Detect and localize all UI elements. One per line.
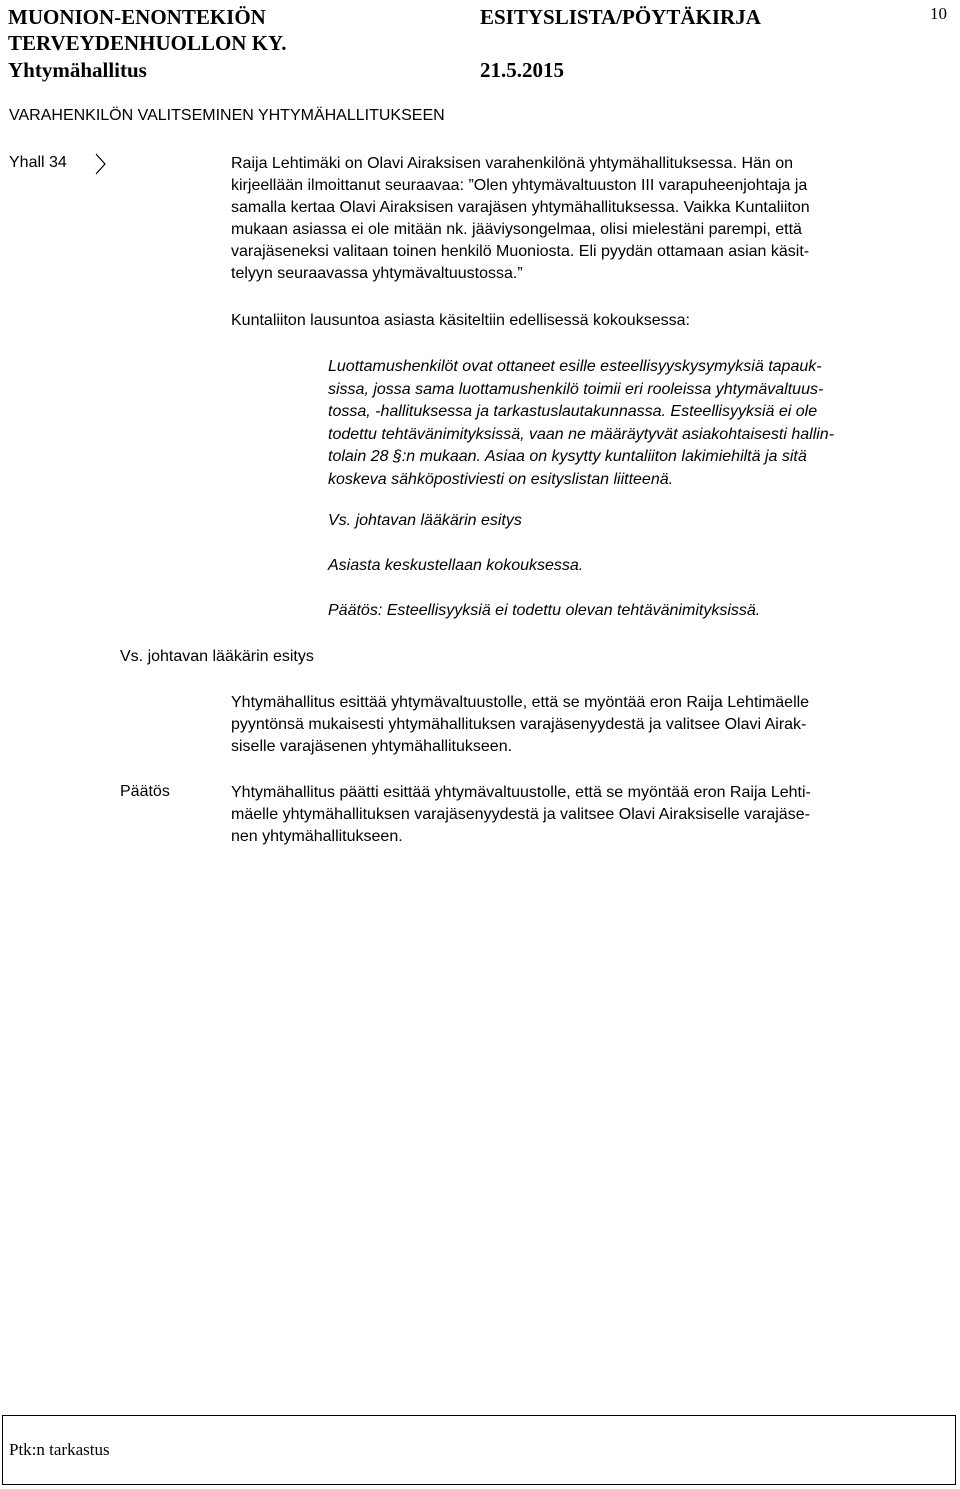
proposal-line: pyyntönsä mukaisesti yhtymähallituksen varajäsenyydestä ja valitsee Olavi Airak- <box>231 716 807 733</box>
decision-line: mäelle yhtymähallituksen varajäsenyydestä ja valitsee Olavi Airaksiselle varajäse- <box>231 806 810 823</box>
proposal-line: siselle varajäsenen yhtymähallitukseen. <box>231 738 513 755</box>
review-box <box>2 1415 956 1485</box>
proposal-label: Vs. johtavan lääkärin esitys <box>120 648 314 665</box>
quote-discussion: Asiasta keskustellaan kokouksessa. <box>328 557 584 574</box>
quote-line: tolain 28 §:n mukaan. Asiaa on kysytty kuntaliiton lakimiehiltä ja sitä <box>328 448 807 465</box>
quote-decision: Päätös: Esteellisyyksiä ei todettu olevan tehtävänimityksissä. <box>328 602 761 619</box>
section-mark-icon <box>94 153 108 175</box>
doc-type: ESITYSLISTA/PÖYTÄKIRJA <box>480 5 761 29</box>
decision-line: nen yhtymähallitukseen. <box>231 828 403 845</box>
description-line: samalla kertaa Olavi Airaksisen varajäsen yhtymähallituksessa. Vaikka Kuntaliiton <box>231 199 810 216</box>
proposal-line: Yhtymähallitus esittää yhtymävaltuustolle, että se myöntää eron Raija Lehtimäelle <box>231 694 810 711</box>
section-title: VARAHENKILÖN VALITSEMINEN YHTYMÄHALLITUKSEEN <box>9 107 445 124</box>
description-line: varajäseneksi valitaan toinen henkilö Muoniosta. Eli pyydän ottamaan asian käsit- <box>231 243 810 260</box>
review-label: Ptk:n tarkastus <box>9 1440 110 1459</box>
org-name-line2: TERVEYDENHUOLLON KY. <box>8 31 287 55</box>
quote-line: tossa, -hallituksessa ja tarkastuslautakunnassa. Esteellisyyksiä ei ole <box>328 403 818 420</box>
item-description <box>231 153 951 285</box>
meeting-date: 21.5.2015 <box>480 58 564 82</box>
description-line: telyyn seuraavassa yhtymävaltuustossa.” <box>231 265 523 282</box>
quote-line: Luottamushenkilöt ovat ottaneet esille esteellisyyskysymyksiä tapauk- <box>328 358 822 375</box>
item-label: Yhall 34 <box>9 154 67 171</box>
quote-line: sissa, jossa sama luottamushenkilö toimii eri rooleissa yhtymävaltuus- <box>328 380 824 398</box>
quote-line: koskeva sähköpostiviesti on esityslistan liitteenä. <box>328 470 674 488</box>
description-line: mukaan asiassa ei ole mitään nk. jääviysongelmaa, olisi mielestäni parempi, että <box>231 221 802 238</box>
proposal-text <box>231 692 951 758</box>
quoted-statement <box>328 356 834 491</box>
decision-text <box>231 782 951 848</box>
org-name-line1: MUONION-ENONTEKIÖN <box>8 5 266 29</box>
description-line: Raija Lehtimäki on Olavi Airaksisen varahenkilönä yhtymähallituksessa. Hän on <box>231 155 794 172</box>
decision-line: Yhtymähallitus päätti esittää yhtymävaltuustolle, että se myöntää eron Raija Lehti- <box>231 784 811 801</box>
description-line: kirjeellään ilmoittanut seuraavaa: ”Olen yhtymävaltuuston III varapuheenjohtaja ja <box>231 177 808 194</box>
page-number: 10 <box>930 4 947 23</box>
statement-intro: Kuntaliiton lausuntoa asiasta käsiteltiin edellisessä kokouksessa: <box>231 312 690 329</box>
quote-line: todettu tehtävänimityksissä, vaan ne määräytyvät asiakohtaisesti hallin- <box>328 425 835 443</box>
quote-proposal-label: Vs. johtavan lääkärin esitys <box>328 512 522 529</box>
decision-label: Päätös <box>120 783 170 800</box>
body-name: Yhtymähallitus <box>8 58 147 82</box>
